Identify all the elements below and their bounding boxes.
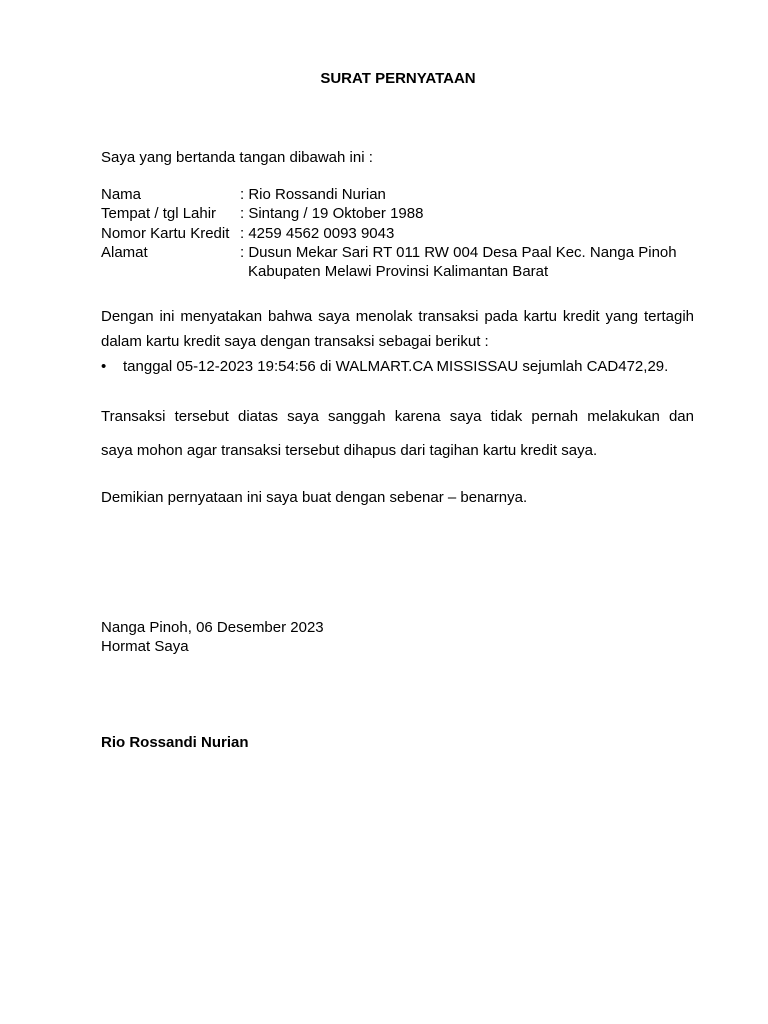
field-label-birth: Tempat / tgl Lahir	[101, 205, 217, 222]
dispute-line-1: Transaksi tersebut diatas saya sanggah karena saya tidak pernah melakukan dan	[101, 408, 694, 425]
place-date: Nanga Pinoh, 06 Desember 2023	[101, 619, 324, 636]
signatory-name: Rio Rossandi Nurian	[101, 734, 249, 751]
field-value-nama: : Rio Rossandi Nurian	[240, 186, 386, 203]
statement-line-1: Dengan ini menyatakan bahwa saya menolak transaksi pada kartu kredit yang tertagih	[101, 308, 694, 325]
intro-text: Saya yang bertanda tangan dibawah ini :	[101, 149, 373, 166]
field-label-nama: Nama	[101, 186, 142, 203]
field-value-birth: : Sintang / 19 Oktober 1988	[240, 205, 424, 222]
closing-text: Demikian pernyataan ini saya buat dengan sebenar – benarnya.	[101, 489, 528, 506]
bullet-icon: •	[101, 358, 107, 375]
transaction-item: tanggal 05-12-2023 19:54:56 di WALMART.CA MISSISSAU sejumlah CAD472,29.	[123, 358, 669, 375]
statement-line-2: dalam kartu kredit saya dengan transaksi sebagai berikut :	[101, 333, 489, 350]
field-value-address: : Dusun Mekar Sari RT 011 RW 004 Desa Paal Kec. Nanga Pinoh	[240, 244, 677, 261]
document-title: SURAT PERNYATAAN	[320, 70, 476, 87]
field-label-card-number: Nomor Kartu Kredit	[101, 225, 230, 242]
field-value-card-number: : 4259 4562 0093 9043	[240, 225, 395, 242]
field-label-address: Alamat	[101, 244, 148, 261]
field-value-address-continuation: Kabupaten Melawi Provinsi Kalimantan Barat	[248, 263, 549, 280]
dispute-line-2: saya mohon agar transaksi tersebut dihapus dari tagihan kartu kredit saya.	[101, 442, 598, 459]
regards-text: Hormat Saya	[101, 638, 189, 655]
